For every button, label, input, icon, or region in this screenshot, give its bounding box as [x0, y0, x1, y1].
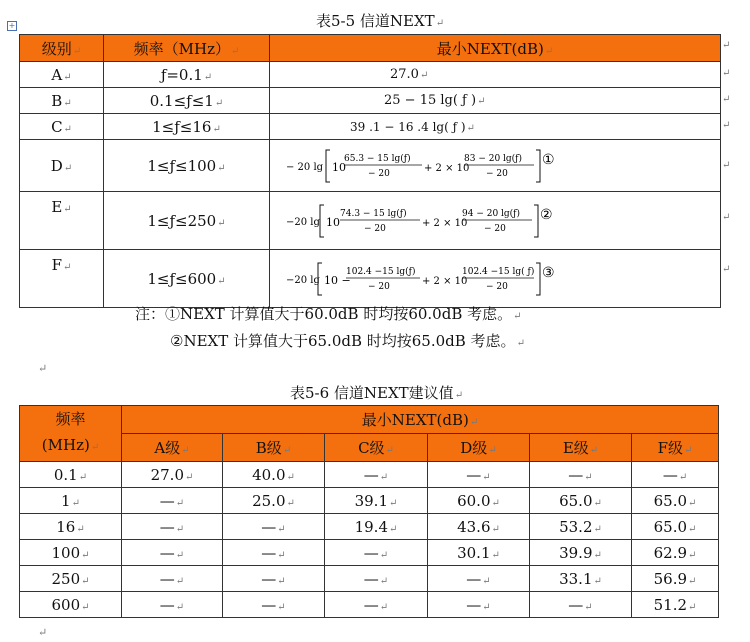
paragraph-mark: ↵	[38, 626, 48, 639]
formula-num1: 65.3 − 15 lg(ƒ)	[344, 153, 411, 164]
header-level-b: B级↵	[223, 434, 325, 462]
value-cell: —↵	[530, 592, 632, 618]
table-header-row	[20, 35, 721, 62]
table-row	[20, 140, 721, 192]
header-frequency: 频率（MHz）↵	[104, 35, 270, 62]
value-cell: —↵	[122, 488, 223, 514]
formula-den2: − 20	[486, 281, 508, 292]
formula-num1: 102.4 −15 lg(ƒ)	[346, 266, 416, 277]
value-cell: —↵	[428, 592, 530, 618]
table-move-handle-icon[interactable]: +	[8, 21, 16, 30]
value-cell: 60.0↵	[428, 488, 530, 514]
value-cell: 33.1↵	[530, 566, 632, 592]
row-end-mark: ↵	[722, 68, 731, 79]
value-cell: 39.9↵	[530, 540, 632, 566]
value-cell: 51.2↵	[632, 592, 719, 618]
freq-cell: 0.1↵	[20, 462, 122, 488]
formula-note: ②	[540, 206, 553, 223]
header-min-next: 最小NEXT(dB)↵	[270, 35, 721, 62]
table-row	[20, 540, 719, 566]
value-cell: —↵	[122, 514, 223, 540]
table1-caption: 表5-5 信道NEXT↵	[316, 12, 445, 30]
formula-note: ①	[542, 151, 555, 168]
table2-caption: 表5-6 信道NEXT建议值↵	[290, 384, 464, 402]
formula-e	[270, 192, 721, 250]
value-cell: —↵	[428, 462, 530, 488]
formula-prefix: −20 lg	[286, 274, 320, 286]
value-cell: 39 .1 − 16 .4 lg( ƒ )↵	[270, 114, 721, 140]
freq-cell: 1≤ƒ≤250↵	[104, 192, 270, 250]
value-cell: 27.0↵	[270, 62, 721, 88]
value-cell: —↵	[223, 514, 325, 540]
header-level-f: F级↵	[632, 434, 719, 462]
header-min-next: 最小NEXT(dB)↵	[122, 406, 719, 434]
level-cell: A↵	[20, 62, 104, 88]
value-cell: 39.1↵	[325, 488, 428, 514]
formula-num2: 102.4 −15 lg( ƒ)	[462, 266, 535, 277]
table-row	[20, 566, 719, 592]
value-cell: —↵	[325, 540, 428, 566]
table-subheader-row	[20, 434, 719, 462]
level-cell: C↵	[20, 114, 104, 140]
value-cell: —↵	[325, 592, 428, 618]
value-cell: —↵	[223, 592, 325, 618]
formula-d	[270, 140, 721, 192]
formula-ten: 10 −	[324, 273, 351, 287]
level-cell: B↵	[20, 88, 104, 114]
formula-prefix: −20 lg	[286, 216, 320, 228]
freq-cell: 0.1≤ƒ≤1↵	[104, 88, 270, 114]
value-cell: 27.0↵	[122, 462, 223, 488]
formula-f	[270, 250, 721, 308]
value-cell: 65.0↵	[632, 514, 719, 540]
table-row	[20, 250, 721, 308]
value-cell: —↵	[122, 592, 223, 618]
formula-ten: 10	[326, 215, 340, 229]
formula-den1: − 20	[368, 168, 390, 179]
formula-mid: + 2 × 10	[422, 217, 468, 229]
formula-den1: − 20	[368, 281, 390, 292]
note-line-2: ②NEXT 计算值大于65.0dB 时均按65.0dB 考虑。↵	[170, 332, 525, 350]
value-cell: —↵	[223, 566, 325, 592]
value-cell: 19.4↵	[325, 514, 428, 540]
value-cell: —↵	[122, 566, 223, 592]
row-end-mark: ↵	[722, 120, 731, 131]
header-level: 级别↵	[20, 35, 104, 62]
row-end-mark: ↵	[722, 40, 731, 51]
value-cell: —↵	[223, 540, 325, 566]
formula-svg	[286, 257, 586, 301]
header-level-c: C级↵	[325, 434, 428, 462]
formula-svg	[286, 199, 586, 243]
row-end-mark: ↵	[722, 264, 731, 275]
value-cell: —↵	[428, 566, 530, 592]
formula-ten: 10	[332, 160, 346, 174]
value-cell: 40.0↵	[223, 462, 325, 488]
value-cell: 43.6↵	[428, 514, 530, 540]
channel-next-table	[19, 34, 721, 308]
value-cell: 25.0↵	[223, 488, 325, 514]
value-cell: 62.9↵	[632, 540, 719, 566]
row-end-mark: ↵	[722, 94, 731, 105]
table-row	[20, 62, 721, 88]
freq-cell: 1≤ƒ≤100↵	[104, 140, 270, 192]
value-cell: —↵	[530, 462, 632, 488]
freq-cell: 100↵	[20, 540, 122, 566]
formula-num2: 83 − 20 lg(ƒ)	[464, 153, 523, 164]
table-row	[20, 114, 721, 140]
header-level-a: A级↵	[122, 434, 223, 462]
formula-svg	[286, 144, 586, 188]
formula-note: ③	[542, 264, 555, 281]
value-cell: 56.9↵	[632, 566, 719, 592]
header-frequency: 频率 (MHz)↵	[20, 406, 122, 462]
table-row	[20, 192, 721, 250]
formula-den2: − 20	[486, 168, 508, 179]
formula-den1: − 20	[364, 223, 386, 234]
freq-cell: 16↵	[20, 514, 122, 540]
header-level-e: E级↵	[530, 434, 632, 462]
row-end-mark: ↵	[722, 160, 731, 171]
level-cell: D↵	[20, 140, 104, 192]
table-header-row	[20, 406, 719, 434]
value-cell: —↵	[325, 462, 428, 488]
note-line-1: 注：①NEXT 计算值大于60.0dB 时均按60.0dB 考虑。↵	[135, 305, 522, 323]
freq-cell: 600↵	[20, 592, 122, 618]
formula-den2: − 20	[484, 223, 506, 234]
level-cell: F↵	[20, 250, 104, 308]
paragraph-mark: ↵	[38, 362, 48, 375]
value-cell: 25 − 15 lg( ƒ )↵	[270, 88, 721, 114]
freq-cell: 1↵	[20, 488, 122, 514]
table-row	[20, 488, 719, 514]
header-level-d: D级↵	[428, 434, 530, 462]
value-cell: 65.0↵	[530, 488, 632, 514]
level-cell: E↵	[20, 192, 104, 250]
value-cell: 30.1↵	[428, 540, 530, 566]
freq-cell: 1≤ƒ≤600↵	[104, 250, 270, 308]
formula-prefix: − 20 lg	[286, 161, 324, 173]
freq-cell: 1≤ƒ≤16↵	[104, 114, 270, 140]
freq-cell: 250↵	[20, 566, 122, 592]
table-row	[20, 88, 721, 114]
table-row	[20, 462, 719, 488]
channel-next-recommended-table	[19, 405, 719, 618]
value-cell: 65.0↵	[632, 488, 719, 514]
table-row	[20, 592, 719, 618]
value-cell: —↵	[632, 462, 719, 488]
row-end-mark: ↵	[722, 212, 731, 223]
value-cell: —↵	[122, 540, 223, 566]
value-cell: 53.2↵	[530, 514, 632, 540]
table-row	[20, 514, 719, 540]
freq-cell: ƒ=0.1↵	[104, 62, 270, 88]
formula-num2: 94 − 20 lg(ƒ)	[462, 208, 521, 219]
formula-num1: 74.3 − 15 lg(ƒ)	[340, 208, 407, 219]
formula-mid: + 2 × 10	[422, 275, 468, 287]
value-cell: —↵	[325, 566, 428, 592]
formula-mid: + 2 × 10	[424, 162, 470, 174]
